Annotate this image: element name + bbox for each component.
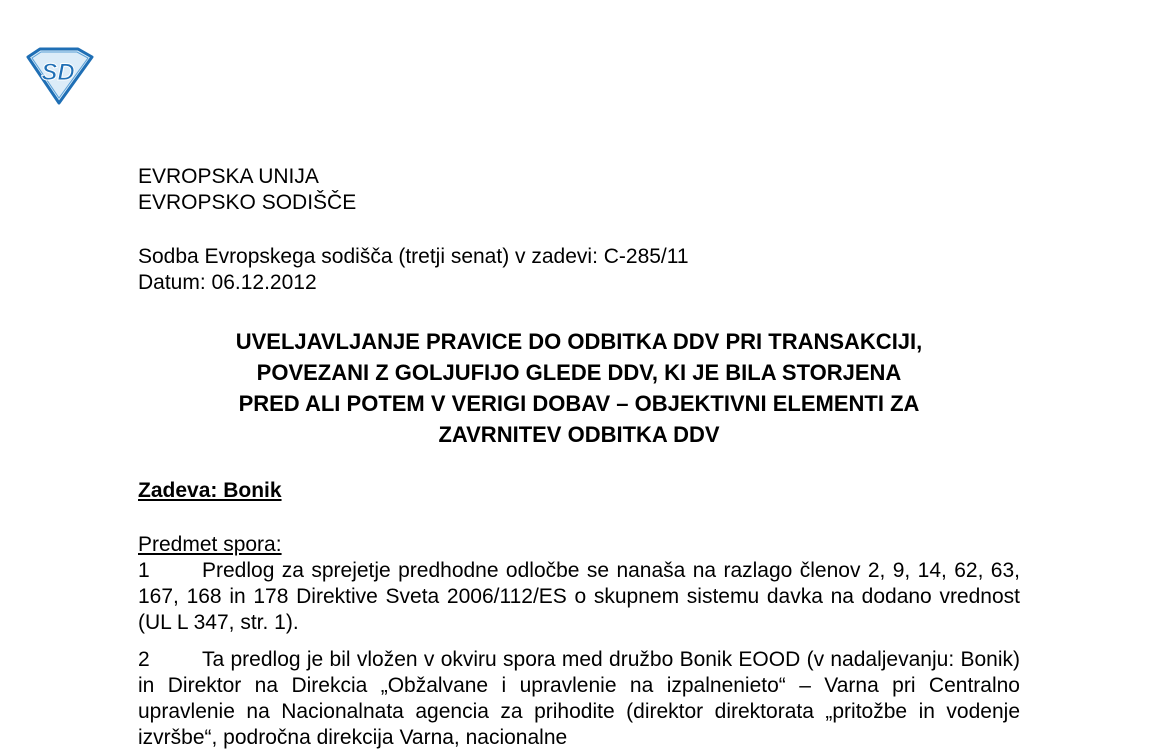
subject-heading: Predmet spora: — [138, 533, 282, 556]
paragraph-2 — [138, 647, 1020, 751]
title-line-1: UVELJAVLJANJE PRAVICE DO ODBITKA DDV PRI TRANSAKCIJI, — [235, 329, 923, 354]
ruling-case-line: Sodba Evropskega sodišča (tretji senat) v zadevi: C-285/11 — [138, 245, 689, 268]
sd-diamond-logo-icon — [22, 47, 96, 105]
ruling-date-line: Datum: 06.12.2012 — [138, 271, 317, 294]
header-line-1: EVROPSKA UNIJA — [138, 165, 319, 188]
paragraph-number: 2 — [138, 648, 150, 671]
paragraph-1 — [138, 558, 1020, 636]
logo-text: SD — [41, 59, 75, 86]
paragraph-text: Predlog za sprejetje predhodne odločbe se nanaša na razlago členov 2, 9, 14, 62, 63, 167, 168 in 178 Direktive Sveta 2006/112/ES o skupnem sistemu davka na dodano vrednost (UL L 347, str. 1). — [138, 559, 1020, 634]
title-line-2: POVEZANI Z GOLJUFIJO GLEDE DDV, KI JE BILA STORJENA — [256, 360, 902, 385]
title-line-3: PRED ALI POTEM V VERIGI DOBAV – OBJEKTIVNI ELEMENTI ZA — [238, 391, 920, 416]
header-line-2: EVROPSKO SODIŠČE — [138, 191, 357, 214]
document-page — [138, 164, 1020, 751]
paragraph-number: 1 — [138, 559, 150, 582]
case-heading: Zadeva: Bonik — [138, 479, 282, 502]
document-title — [138, 326, 1020, 450]
title-line-4: ZAVRNITEV ODBITKA DDV — [438, 422, 720, 447]
paragraph-text: Ta predlog je bil vložen v okviru spora med družbo Bonik EOOD (v nadaljevanju: Bonik) in Direktor na Direkcia „Obžalvane i upravlenie na izpalnenieto“ – Varna pri Centralno upravlenie na Nacionalnata agencia za prihodite (direktor direktorata „pritožbe in vodenje izvršbe“, področna direkcija Varna, nacionalne — [138, 648, 1020, 749]
